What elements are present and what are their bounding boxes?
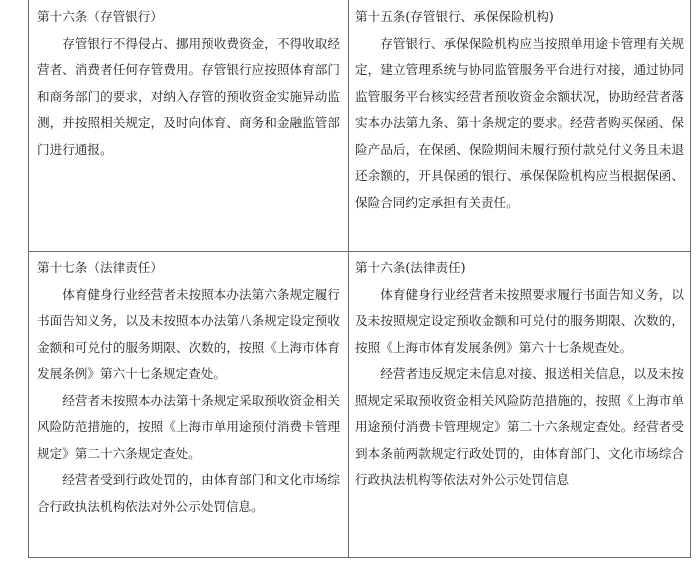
article-heading: 第十七条（法律责任） xyxy=(37,260,163,275)
article-heading: 第十五条(存管银行、承保保险机构) xyxy=(355,9,554,24)
table-cell-old-article-17 xyxy=(29,252,349,558)
table-cell-new-article-15 xyxy=(349,0,691,252)
article-heading: 第十六条（存管银行） xyxy=(37,9,163,24)
table-row xyxy=(29,252,691,558)
article-paragraph: 体育健身行业经营者未按照要求履行书面告知义务，以及未按照规定设定预收金额和可兑付的服务期限、次数的，按照《上海市体育发展条例》第六十七条规查处。 xyxy=(355,286,684,355)
table-row xyxy=(29,0,691,252)
article-paragraph: 体育健身行业经营者未按照本办法第六条规定履行书面告知义务，以及未按照本办法第八条规定设定预收金额和可兑付的服务期限、次数的，按照《上海市体育发展条例》第六十七条规定查处。 xyxy=(37,286,340,381)
table-cell-old-article-16 xyxy=(29,0,349,252)
article-paragraph: 存管银行、承保保险机构应当按照单用途卡管理有关规定，建立管理系统与协同监管服务平台进行对接，通过协同监管服务平台核实经营者预收资金余额状况，协助经营者落实本办法第九条、第十条规定的要求。经营者购买保函、保险产品后，在保函、保险期间未履行预付款兑付义务且未退还余额的，开具保函的银行、承保保险机构应当根据保函、保险合同约定承担有关责任。 xyxy=(355,35,684,210)
article-heading: 第十六条(法律责任) xyxy=(355,260,466,275)
comparison-table xyxy=(28,0,691,558)
table-cell-new-article-16 xyxy=(349,252,691,558)
article-paragraph: 存管银行不得侵占、挪用预收费资金，不得收取经营者、消费者任何存管费用。存管银行应按照体育部门和商务部门的要求，对纳入存管的预收资金实施异动监测，并按照相关规定，及时向体育、商务和金融监管部门进行通报。 xyxy=(37,35,340,157)
article-paragraph: 经营者受到行政处罚的，由体育部门和文化市场综合行政执法机构依法对外公示处罚信息。 xyxy=(37,472,340,514)
article-paragraph: 经营者违反规定未信息对接、报送相关信息，以及未按照规定采取预收资金相关风险防范措施的，按照《上海市单用途预付消费卡管理规定》第二十六条规定查处。经营者受到本条前两款规定行政处罚的，由体育部门、文化市场综合行政执法机构等依法对外公示处罚信息 xyxy=(355,366,684,487)
article-paragraph: 经营者未按照本办法第十条规定采取预收资金相关风险防范措施的，按照《上海市单用途预付消费卡管理规定》第二十六条规定查处。 xyxy=(37,392,340,461)
